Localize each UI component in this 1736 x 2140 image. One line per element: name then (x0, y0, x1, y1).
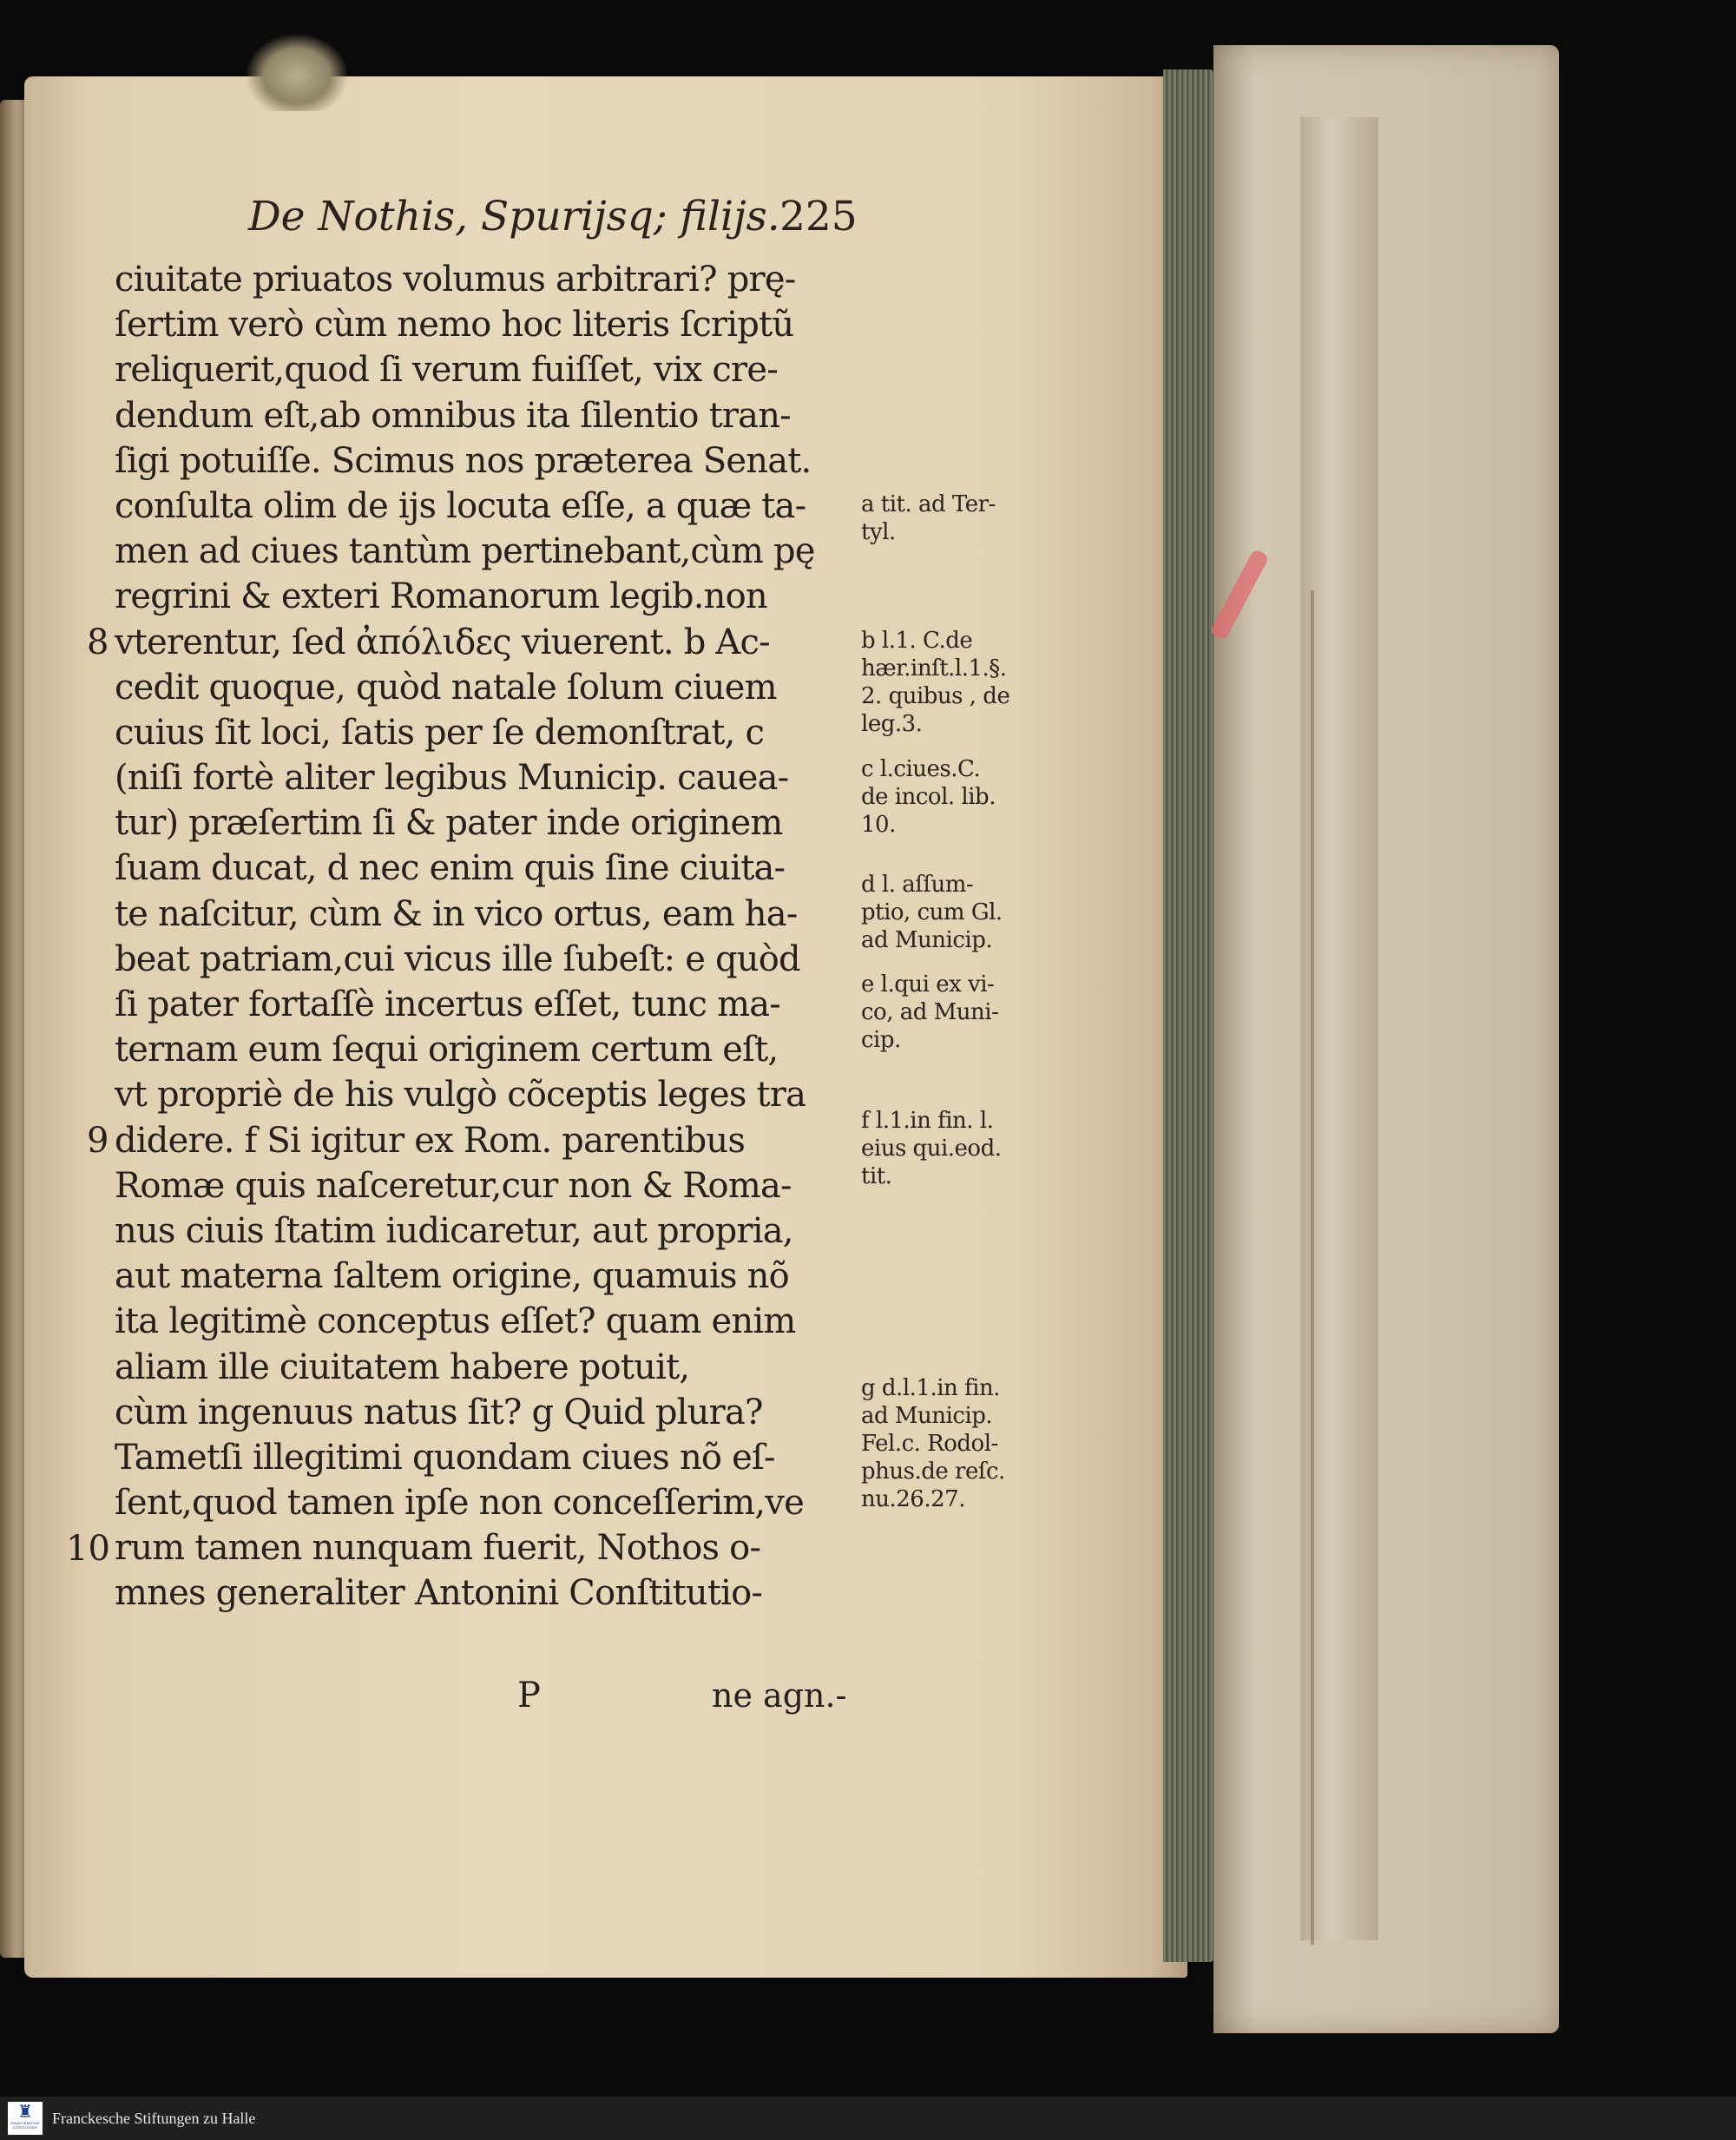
marginal-note-line: eius qui.eod. (861, 1135, 1002, 1162)
catchword: ne agn.- (712, 1676, 847, 1715)
marginal-note-line: 10. (861, 812, 896, 839)
book-cover (1213, 45, 1559, 2033)
text-line: reliquerit,quod ſi verum fuiſſet, vix cre- (115, 350, 778, 391)
marginal-note-line: cip. (861, 1027, 901, 1054)
text-line: mnes generaliter Antonini Conſtitutio- (115, 1573, 763, 1614)
marginal-note-line: leg.3. (861, 710, 923, 737)
marginal-note-line: ad Municip. (861, 1402, 993, 1429)
signature-mark: P (517, 1676, 541, 1715)
text-line: Tametſi illegitimi quondam ciues nõ eſ- (115, 1437, 775, 1478)
text-line: rum tamen nunquam fuerit, Nothos o- (115, 1528, 761, 1569)
text-line: men ad ciues tantùm pertinebant,cùm pę (115, 531, 815, 572)
text-line: ciuitate priuatos volumus arbitrari? prę- (115, 260, 796, 300)
text-line: beat patriam,cui vicus ille ſubeſt: e quòd (115, 938, 800, 979)
text-line: ſertim verò cùm nemo hoc literis ſcriptũ (115, 305, 794, 346)
text-line: Romæ quis naſceretur,cur non & Roma- (115, 1165, 792, 1206)
text-line: ſigi potuiſſe. Scimus nos præterea Senat. (115, 440, 812, 481)
text-line: vterentur, ſed ἀπόλιδες viuerent. b Ac- (115, 622, 770, 662)
text-line: ſi pater fortaſſè incertus eſſet, tunc ma- (115, 984, 780, 1024)
text-line: cùm ingenuus natus ſit? g Quid plura? (115, 1392, 763, 1432)
institution-label: Franckesche Stiftungen zu Halle (52, 2110, 256, 2127)
text-line: ſuam ducat, d nec enim quis ſine ciuita- (115, 848, 786, 889)
running-head: De Nothis, Spuriјsq; filijs. (248, 193, 780, 240)
marginal-note-line: b l.1. C.de (861, 627, 973, 654)
marginal-note-line: e l.qui ex vi- (861, 971, 995, 998)
marginal-note-line: phus.de reſc. (861, 1458, 1005, 1485)
text-line: ita legitimè conceptus eſſet? quam enim (115, 1301, 796, 1342)
logo-text: FRANCKESCHE STIFTUNGEN (10, 2121, 40, 2130)
section-number: 9 (87, 1120, 109, 1161)
text-line: aut materna ſaltem origine, quamuis nõ (115, 1256, 789, 1297)
footer-bar (0, 2097, 1736, 2140)
institution-logo (8, 2102, 43, 2135)
main-text-block (115, 257, 870, 1617)
marginal-note-line: nu.26.27. (861, 1485, 965, 1512)
text-line: vt propriè de his vulgò cõceptis leges tra (115, 1075, 806, 1116)
section-number: 8 (87, 622, 109, 662)
cover-crease (1311, 590, 1314, 1945)
marginal-note-line: f l.1.in fin. l. (861, 1107, 994, 1134)
marginal-note-line: tit. (861, 1162, 892, 1189)
logo-emblem-icon: ♜ (17, 2102, 33, 2122)
page-block-edges (1163, 69, 1213, 1962)
text-line: tur) præſertim ſi & pater inde originem (115, 803, 783, 844)
text-line: cuius ſit loci, ſatis per ſe demonſtrat, c (115, 712, 765, 753)
text-line: nus ciuis ſtatim iudicaretur, aut propria, (115, 1210, 793, 1251)
text-line: regrini & exteri Romanorum legib.non (115, 576, 767, 617)
marginal-note-line: ad Municip. (861, 927, 993, 954)
text-line: ſent,quod tamen ipſe non conceſſerim,ve (115, 1483, 804, 1524)
marginal-note-line: d l. aſſum- (861, 872, 974, 899)
text-line: cedit quoque, quòd natale ſolum ciuem (115, 667, 777, 708)
text-line: dendum eſt,ab omnibus ita ſilentio tran- (115, 395, 791, 436)
page-number: 225 (779, 193, 858, 240)
section-number: 10 (66, 1528, 110, 1569)
marginal-note-line: 2. quibus , de (861, 682, 1010, 709)
marginal-note-line: hær.inſt.l.1.§. (861, 655, 1007, 682)
marginal-note-line: g d.l.1.in fin. (861, 1374, 1000, 1401)
text-line: ternam eum ſequi originem certum eſt, (115, 1030, 779, 1070)
marginal-note-line: a tit. ad Ter- (861, 491, 996, 517)
text-line: (niſi fortè aliter legibus Municip. cauea- (115, 758, 789, 799)
marginal-note-line: de incol. lib. (861, 784, 996, 811)
marginal-note-line: c l.ciues.C. (861, 756, 981, 783)
marginal-note-line: Fel.c. Rodol- (861, 1430, 998, 1457)
text-line: aliam ille ciuitatem habere potuit, (115, 1347, 690, 1387)
marginal-note-line: tyl. (861, 519, 896, 545)
binding-thread (245, 33, 349, 111)
marginal-note-line: ptio, cum Gl. (861, 899, 1003, 926)
marginal-note-line: co, ad Muni- (861, 999, 999, 1026)
text-line: te naſcitur, cùm & in vico ortus, eam ha- (115, 893, 798, 934)
text-line: didere. f Si igitur ex Rom. parentibus (115, 1120, 746, 1161)
text-line: conſulta olim de ijs locuta eſſe, a quæ ta- (115, 485, 806, 526)
